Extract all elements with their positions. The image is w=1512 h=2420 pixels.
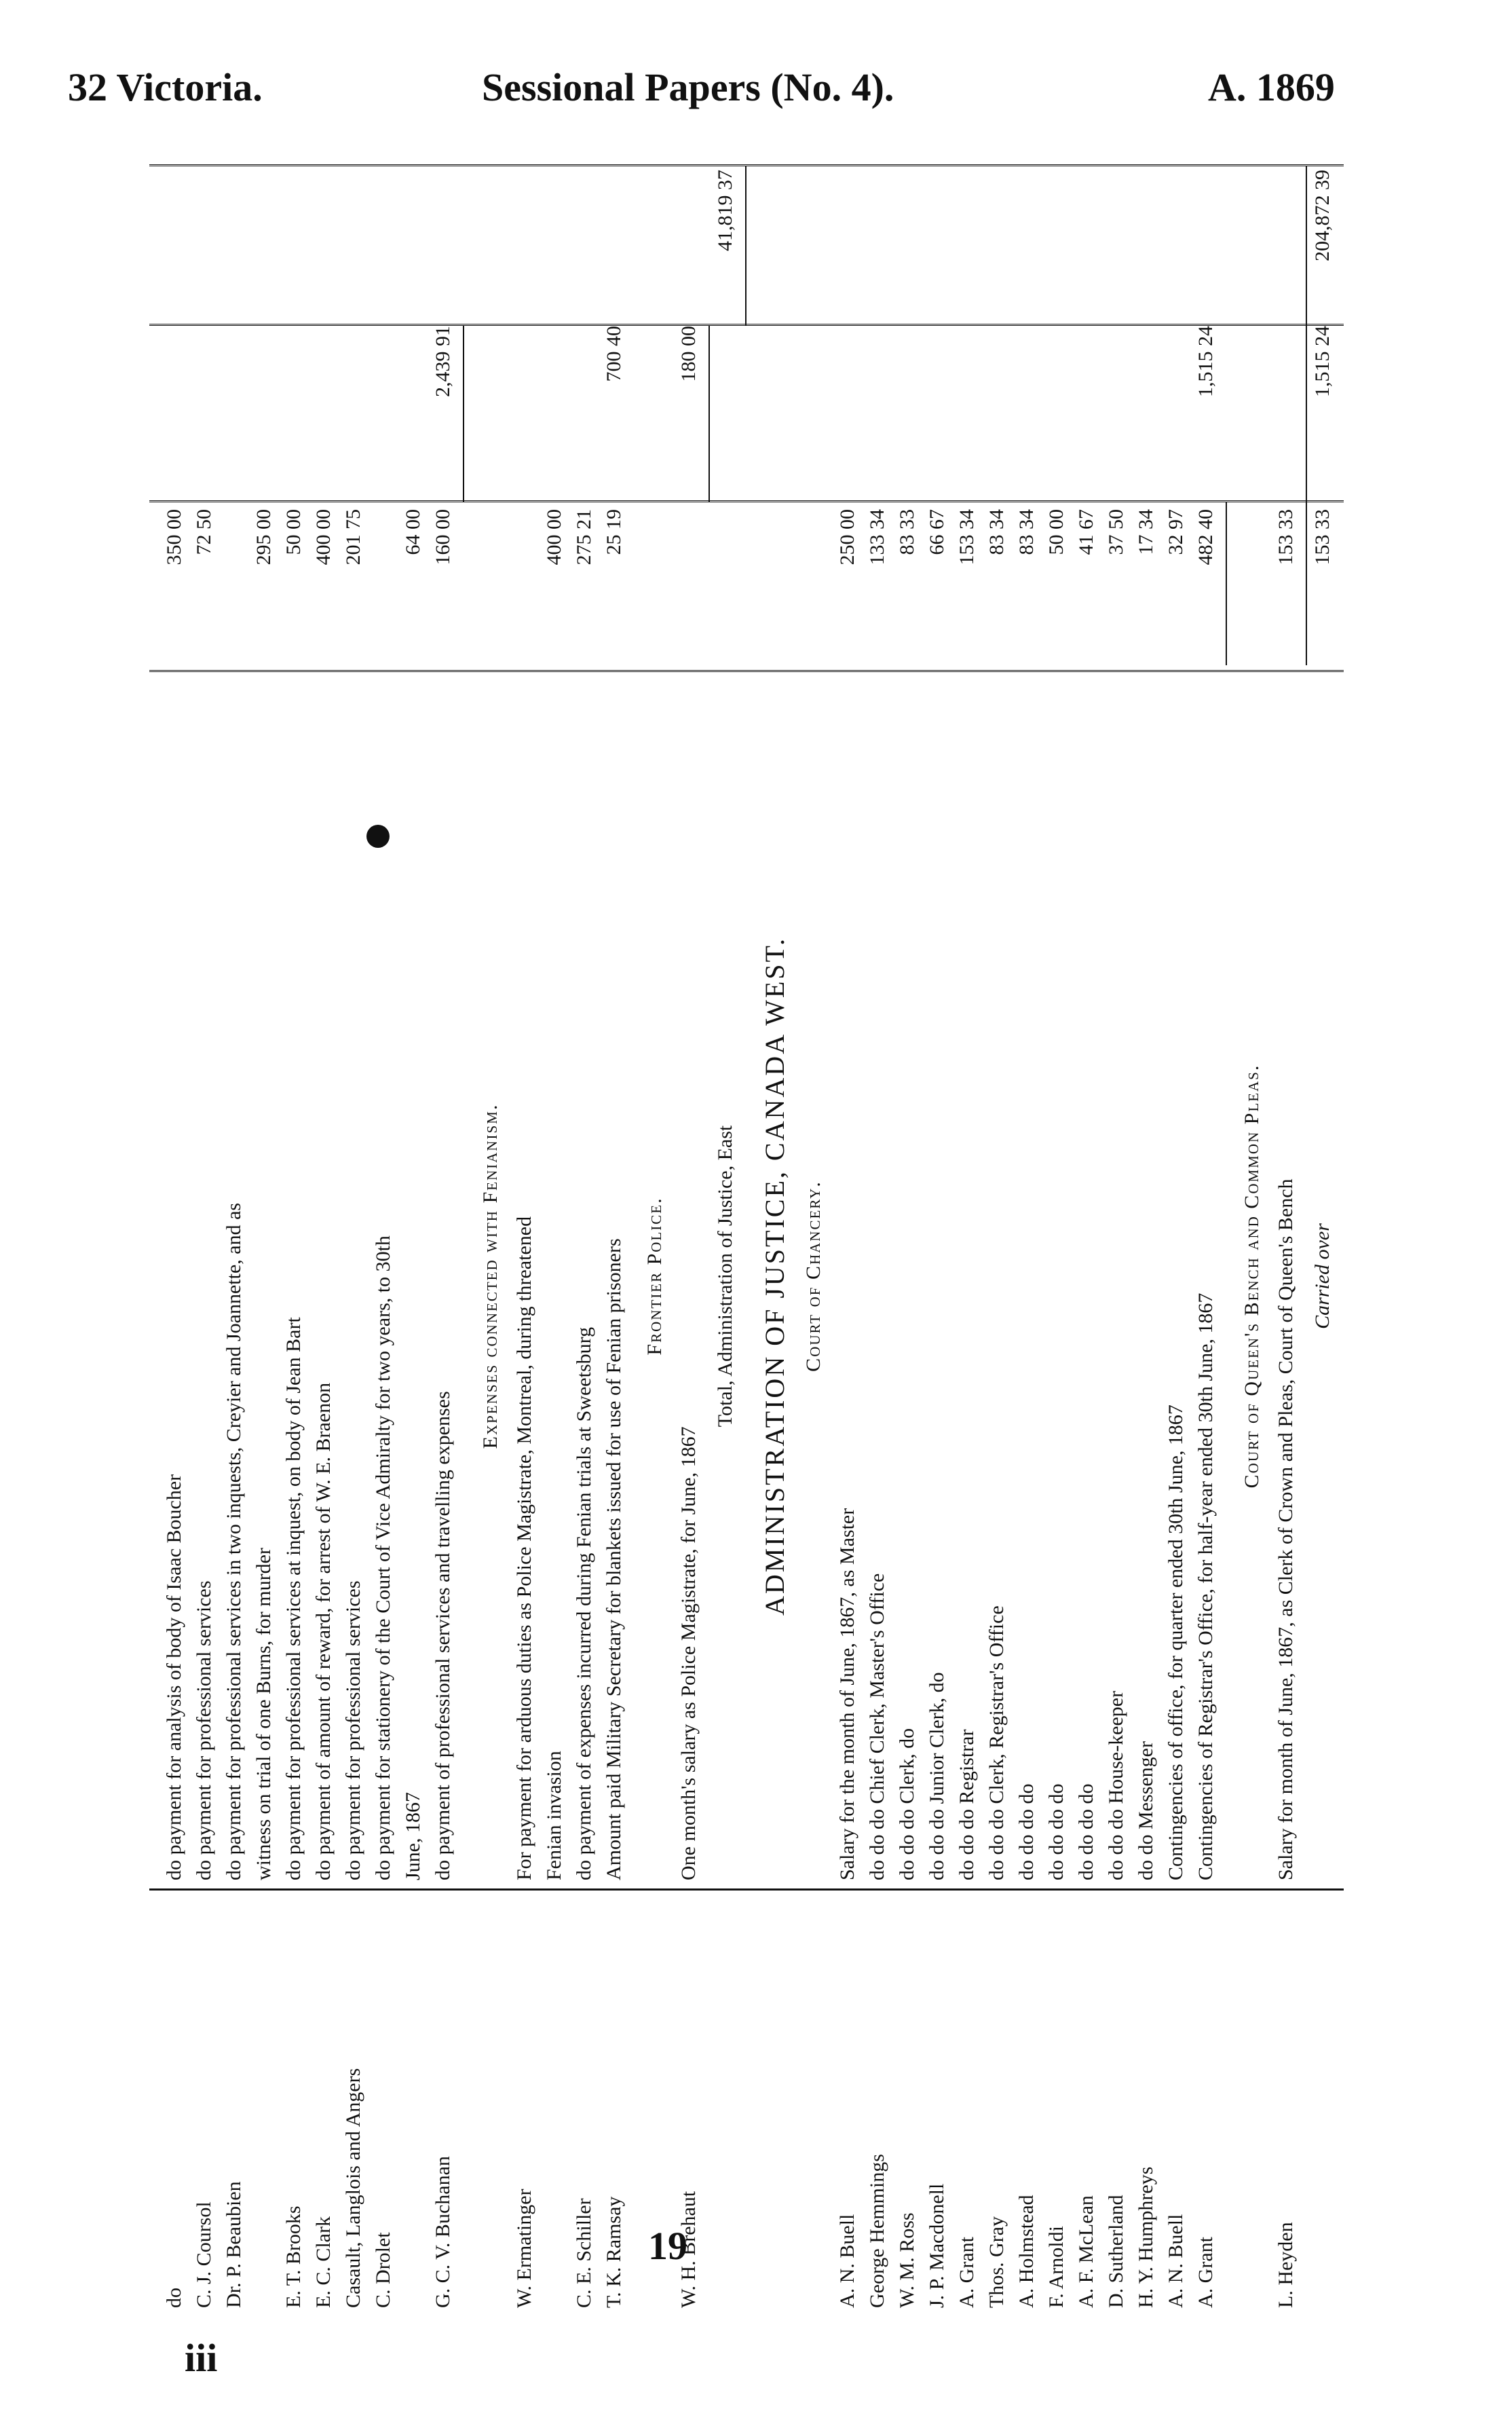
amount-detail: 66 67 [926,509,948,555]
payee-name: H. Y. Humphreys [1135,2166,1157,2308]
amount-detail: 25 19 [603,509,625,555]
amount-detail: 153 33 [1311,509,1334,565]
section-title: Frontier Police. [643,1197,666,1356]
ledger-row [985,163,1014,2335]
payee-name: C. Drolet [372,2232,394,2308]
header-session: 32 Victoria. [68,65,263,109]
ledger-row [1105,163,1133,2335]
entry-description: do payment of amount of reward, for arrest of W. E. Braenon [312,1382,335,1880]
entry-description: do payment for professional services in two inquests, Creyier and Joannette, and as [223,1202,245,1880]
payee-name: A. F. McLean [1075,2195,1097,2308]
page-header [0,0,1512,136]
amount-total: 41,819 37 [714,170,736,251]
entry-description: do payment for professional services [342,1580,364,1880]
amount-detail: 50 00 [1045,509,1067,555]
payee-name: George Hemmings [866,2154,888,2308]
section-title: ADMINISTRATION OF JUSTICE, CANADA WEST. [759,937,790,1616]
entry-description: One month's salary as Police Magistrate, for June, 1867 [677,1426,700,1880]
payee-name: A. N. Buell [1165,2214,1187,2308]
payee-name: A. Grant [1194,2237,1217,2308]
payee-name: L. Heyden [1274,2222,1297,2308]
ledger-row [896,163,924,2335]
total-label: Total, Administration of Justice, East [714,1125,736,1428]
entry-description: Amount paid Military Secretary for blankets issued for use of Fenian prisoners [603,1238,625,1880]
ledger-row [252,163,281,2335]
entry-description: June, 1867 [402,1792,424,1880]
ledger-table [149,163,1344,2335]
entry-description: do do do do [1045,1783,1067,1880]
ledger-row [573,163,601,2335]
payee-name: J. P. Macdonell [926,2183,948,2308]
amount-detail: 275 21 [573,509,595,565]
ledger-row [926,163,954,2335]
entry-description: Salary for the month of June, 1867, as Master [836,1508,858,1880]
payee-name: E. T. Brooks [282,2205,305,2308]
amount-detail: 160 00 [432,509,454,565]
payee-name: T. K. Ramsay [603,2196,625,2308]
ledger-row [1135,163,1163,2335]
entry-description: do do do House-keeper [1105,1690,1127,1880]
ink-blot [366,825,390,848]
section-title: Expenses connected with Fenianism. [479,1103,502,1449]
payee-name: E. C. Clark [312,2216,335,2308]
amount-detail: 153 34 [956,509,978,565]
ledger-row [603,163,631,2335]
entry-description: Contingencies of office, for quarter ended 30th June, 1867 [1165,1404,1187,1880]
amount-detail: 350 00 [163,509,185,565]
ledger-row [1274,163,1303,2335]
ledger-row [513,163,542,2335]
ledger-row [402,163,430,2335]
amount-detail: 37 50 [1105,509,1127,555]
payee-name: A. N. Buell [836,2214,858,2308]
amount-detail: 32 97 [1165,509,1187,555]
ledger-row [193,163,221,2335]
ledger-row [543,163,571,2335]
entry-description: do payment of professional services and travelling expenses [432,1391,454,1880]
ledger-row [432,163,460,2335]
header-title: Sessional Papers (No. 4). [482,65,894,109]
entry-description: do do Messenger [1135,1741,1157,1880]
amount-subtotal: 700 40 [603,326,625,382]
ledger-row [282,163,311,2335]
payee-name: A. Holmstead [1015,2195,1038,2308]
payee-name: G. C. V. Buchanan [432,2156,454,2308]
payee-name: D. Sutherland [1105,2195,1127,2308]
header-year: A. 1869 [1208,65,1335,109]
amount-subtotal: 180 00 [677,326,700,382]
ledger-row [677,163,706,2335]
total-label: Carried over [1311,1223,1334,1329]
payee-name: W. Ermatinger [513,2189,535,2308]
entry-description: do do do Junior Clerk, do [926,1672,948,1880]
entry-description: do do do Registrar [956,1729,978,1880]
amount-detail: 41 67 [1075,509,1097,555]
amount-detail: 50 00 [282,509,305,555]
amount-detail: 17 34 [1135,509,1157,555]
amount-detail: 64 00 [402,509,424,555]
page-number: 19 [648,2224,687,2268]
entry-description: Contingencies of Registrar's Office, for half-year ended 30th June, 1867 [1194,1292,1217,1880]
entry-description: do do do do [1015,1783,1038,1880]
amount-total: 204,872 39 [1311,170,1334,261]
amount-detail: 83 33 [896,509,918,555]
amount-subtotal: 1,515 24 [1311,326,1334,397]
amount-detail: 133 34 [866,509,888,565]
payee-name: do [163,2288,185,2308]
entry-description: do do do do [1075,1783,1097,1880]
entry-description: do payment for stationery of the Court of Vice Admiralty for two years, to 30th [372,1235,394,1880]
entry-description: do payment for analysis of body of Isaac Boucher [163,1474,185,1880]
ledger-row [1015,163,1044,2335]
ledger-row [342,163,371,2335]
payee-name: C. J. Coursol [193,2201,215,2308]
ledger-row [866,163,894,2335]
entry-description: do do do Clerk, Registrar's Office [985,1605,1008,1880]
section-title: Court of Chancery. [802,1180,825,1372]
entry-description: do do do Clerk, do [896,1728,918,1880]
entry-description: Fenian invasion [543,1751,565,1880]
payee-name: W. H. Brehaut [677,2191,700,2308]
section-title: Court of Queen's Bench and Common Pleas. [1241,1064,1263,1489]
amount-detail: 72 50 [193,509,215,555]
amount-detail: 295 00 [252,509,275,565]
roman-numeral: iii [185,2336,218,2380]
entry-description: witness on trial of one Burns, for murder [252,1548,275,1880]
ledger-total-row [714,163,742,2335]
ledger-row [1165,163,1193,2335]
ledger-row [1045,163,1074,2335]
ledger-row [956,163,984,2335]
amount-detail: 400 00 [543,509,565,565]
ledger-row [1194,163,1223,2335]
payee-name: Dr. P. Beaubien [223,2181,245,2308]
rule-line [1226,502,1227,665]
amount-detail: 250 00 [836,509,858,565]
ledger-row [836,163,865,2335]
ledger-row [223,163,251,2335]
amount-detail: 482 40 [1194,509,1217,565]
amount-detail: 201 75 [342,509,364,565]
ledger-total-row [1311,163,1340,2335]
payee-name: C. E. Schiller [573,2198,595,2308]
ledger-row [163,163,191,2335]
entry-description: do payment for professional services [193,1580,215,1880]
ledger-row [312,163,341,2335]
amount-detail: 83 34 [985,509,1008,555]
ledger-row [372,163,400,2335]
amount-detail: 83 34 [1015,509,1038,555]
rule-line [745,166,746,326]
payee-name: F. Arnoldi [1045,2226,1067,2308]
rule-line [463,326,464,502]
ledger-row [1075,163,1103,2335]
amount-subtotal: 1,515 24 [1194,326,1217,397]
entry-description: do payment of expenses incurred during Fenian trials at Sweetsburg [573,1326,595,1880]
amount-detail: 400 00 [312,509,335,565]
payee-name: W. M. Ross [896,2212,918,2308]
payee-name: A. Grant [956,2237,978,2308]
payee-name: Thos. Gray [985,2216,1008,2308]
rule-line [708,326,710,502]
entry-description: For payment for arduous duties as Police Magistrate, Montreal, during threatened [513,1216,535,1880]
amount-subtotal: 2,439 91 [432,326,454,397]
entry-description: do payment for professional services at inquest, on body of Jean Bart [282,1317,305,1880]
entry-description: Salary for month of June, 1867, as Clerk of Crown and Pleas, Court of Queen's Bench [1274,1178,1297,1880]
entry-description: do do do Chief Clerk, Master's Office [866,1573,888,1880]
payee-name: Casault, Langlois and Angers [342,2068,364,2308]
rule-line [1306,166,1307,665]
amount-detail: 153 33 [1274,509,1297,565]
